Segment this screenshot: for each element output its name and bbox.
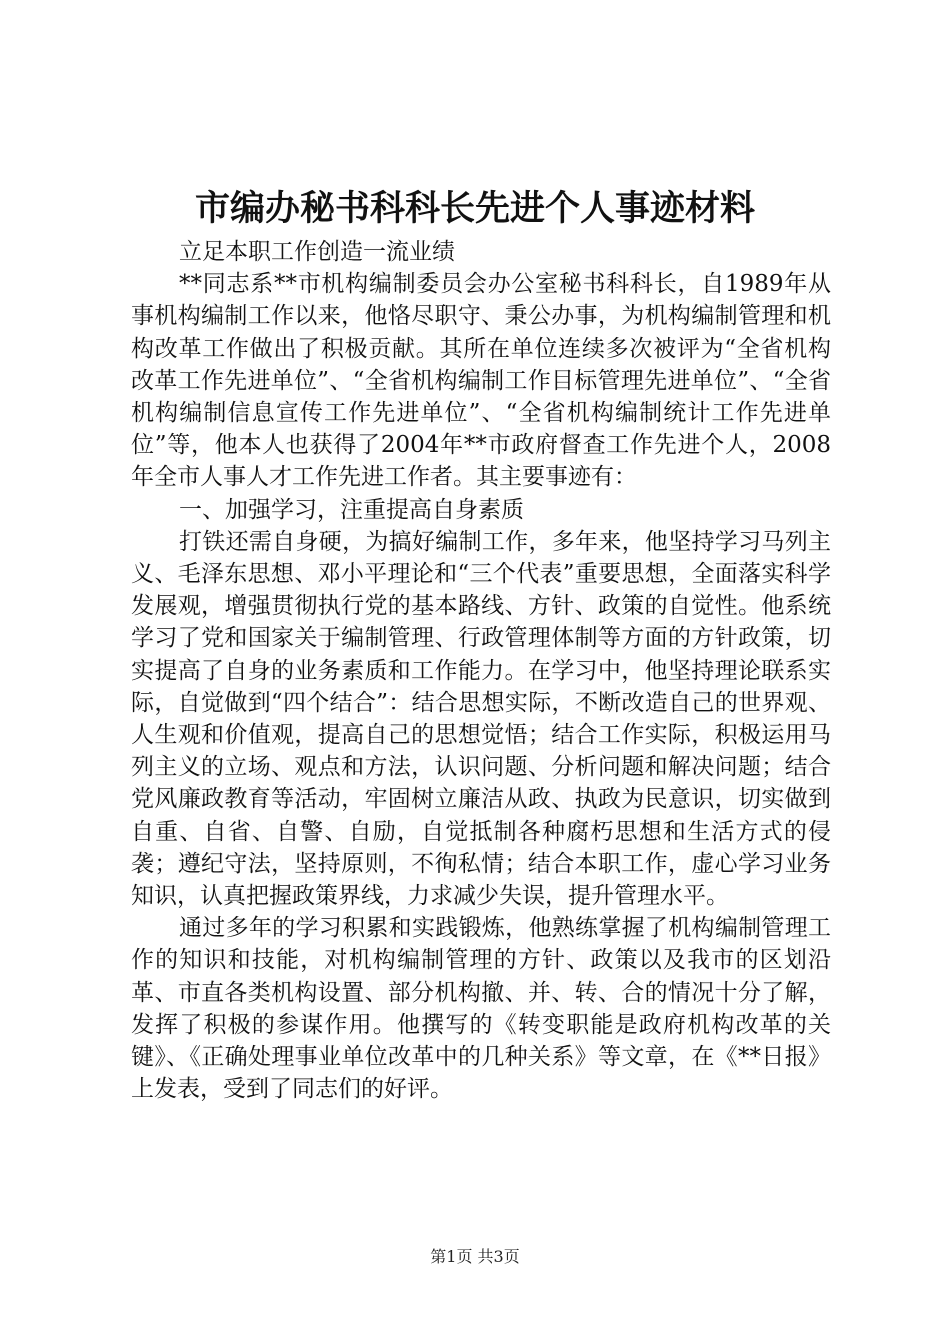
- intro-paragraph: **同志系**市机构编制委员会办公室秘书科科长，自1989年从事机构编制工作以来，他恪尽职守、秉公办事，为机构编制管理和机构改革工作做出了积极贡献。其所在单位连续多次被评为“全省机构改革工作先进单位”、“全省机构编制工作目标管理先进单位”、“全省机构编制信息宣传工作先进单位”、“全省机构编制统计工作先进单位”等，他本人也获得了2004年**市政府督查工作先进个人，2008年全市人事人才工作先进工作者。其主要事迹有：: [131, 271, 831, 491]
- page-footer: 第1页 共3页: [430, 1247, 520, 1266]
- body-paragraph: 打铁还需自身硬，为搞好编制工作，多年来，他坚持学习马列主义、毛泽东思想、邓小平理论和“三个代表”重要思想，全面落实科学发展观，增强贯彻执行党的基本路线、方针、政策的自觉性。他系统学习了党和国家关于编制管理、行政管理体制等方面的方针政策，切实提高了自身的业务素质和工作能力。在学习中，他坚持理论联系实际，自觉做到“四个结合”：结合思想实际，不断改造自己的世界观、人生观和价值观，提高自己的思想觉悟；结合工作实际，积极运用马列主义的立场、观点和方法，认识问题、分析问题和解决问题；结合党风廉政教育等活动，牢固树立廉洁从政、执政为民意识，切实做到自重、自省、自警、自励，自觉抵制各种腐朽思想和生活方式的侵袭；遵纪守法，坚持原则，不徇私情；结合本职工作，虚心学习业务知识，认真把握政策界线，力求减少失误，提升管理水平。: [131, 528, 831, 910]
- section-heading: 一、加强学习，注重提高自身素质: [179, 496, 524, 523]
- subtitle-paragraph: 立足本职工作创造一流业绩: [179, 239, 455, 265]
- document-title: 市编办秘书科科长先进个人事迹材料: [194, 188, 755, 229]
- body-paragraph: 通过多年的学习积累和实践锻炼，他熟练掌握了机构编制管理工作的知识和技能，对机构编制管理的方针、政策以及我市的区划沿革、市直各类机构设置、部分机构撤、并、转、合的情况十分了解，发挥了积极的参谋作用。他撰写的《转变职能是政府机构改革的关键》、《正确处理事业单位改革中的几种关系》等文章，在《**日报》上发表，受到了同志们的好评。: [131, 915, 831, 1103]
- document-body: [131, 236, 831, 1105]
